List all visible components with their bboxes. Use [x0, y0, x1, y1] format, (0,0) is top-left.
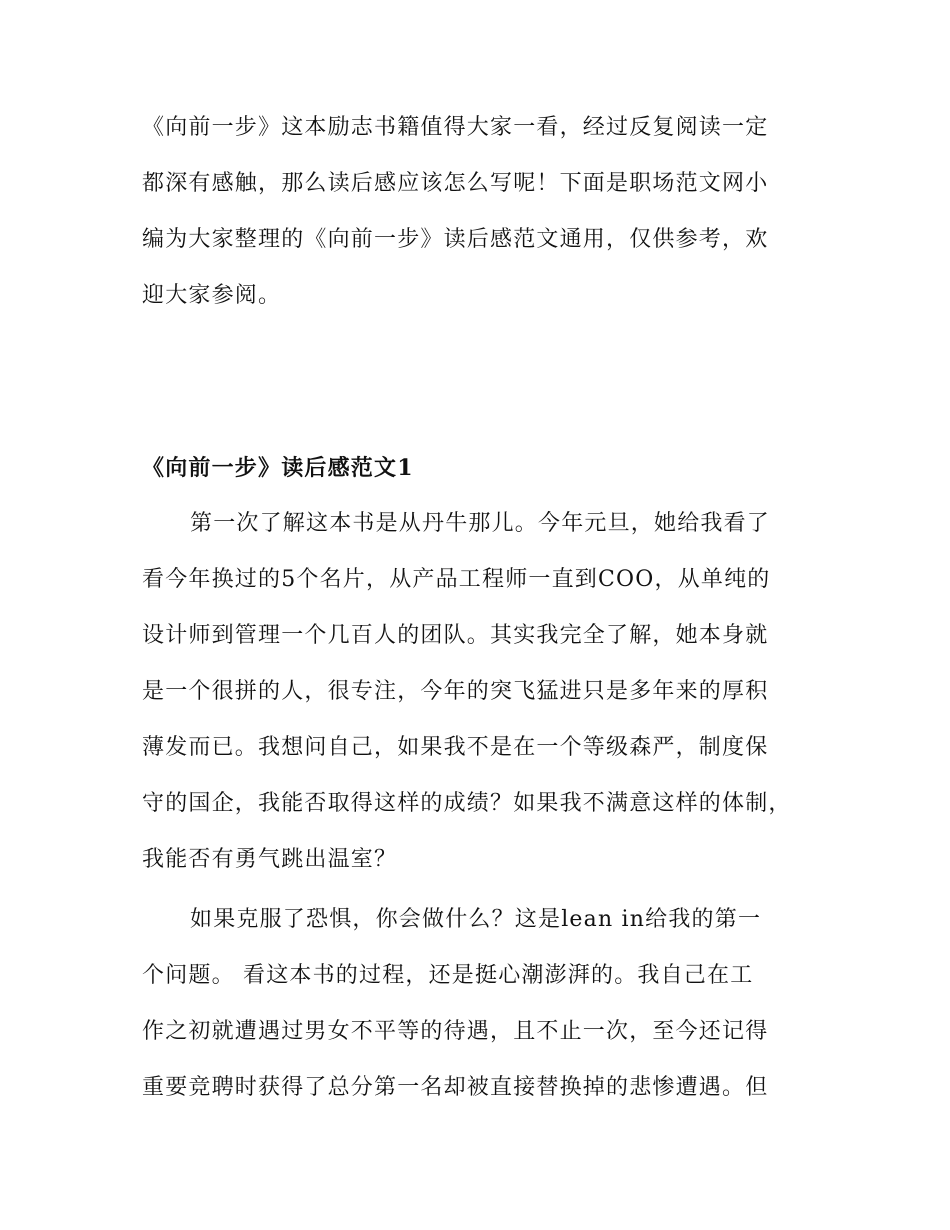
intro-line-4: 迎大家参阅。: [142, 283, 282, 308]
intro-line-3: 编为大家整理的《向前一步》读后感范文通用，仅供参考，欢: [142, 227, 769, 252]
paragraph-2-line-1: 如果克服了恐惧，你会做什么？这是lean in给我的第一: [190, 907, 762, 932]
paragraph-2-line-3: 作之初就遭遇过男女不平等的待遇，且不止一次，至今还记得: [142, 1019, 769, 1044]
paragraph-1-line-7: 我能否有勇气跳出温室？: [142, 847, 398, 872]
paragraph-1-line-3: 设计师到管理一个几百人的团队。其实我完全了解，她本身就: [142, 623, 769, 648]
paragraph-1-line-2: 看今年换过的5个名片，从产品工程师一直到COO，从单纯的: [142, 567, 771, 592]
intro-line-2: 都深有感触，那么读后感应该怎么写呢！下面是职场范文网小: [142, 171, 769, 196]
paragraph-1-line-4: 是一个很拼的人，很专注，今年的突飞猛进只是多年来的厚积: [142, 679, 769, 704]
section-title: 《向前一步》读后感范文1: [142, 455, 414, 481]
paragraph-1-line-5: 薄发而已。我想问自己，如果我不是在一个等级森严，制度保: [142, 735, 769, 760]
paragraph-1-line-6: 守的国企，我能否取得这样的成绩？如果我不满意这样的体制，: [142, 791, 792, 816]
paragraph-1-line-1: 第一次了解这本书是从丹牛那儿。今年元旦，她给我看了: [190, 511, 771, 536]
intro-line-1: 《向前一步》这本励志书籍值得大家一看，经过反复阅读一定: [142, 115, 769, 140]
paragraph-2-line-4: 重要竞聘时获得了总分第一名却被直接替换掉的悲惨遭遇。但: [142, 1075, 769, 1100]
paragraph-2-line-2: 个问题。 看这本书的过程，还是挺心潮澎湃的。我自己在工: [142, 963, 754, 988]
